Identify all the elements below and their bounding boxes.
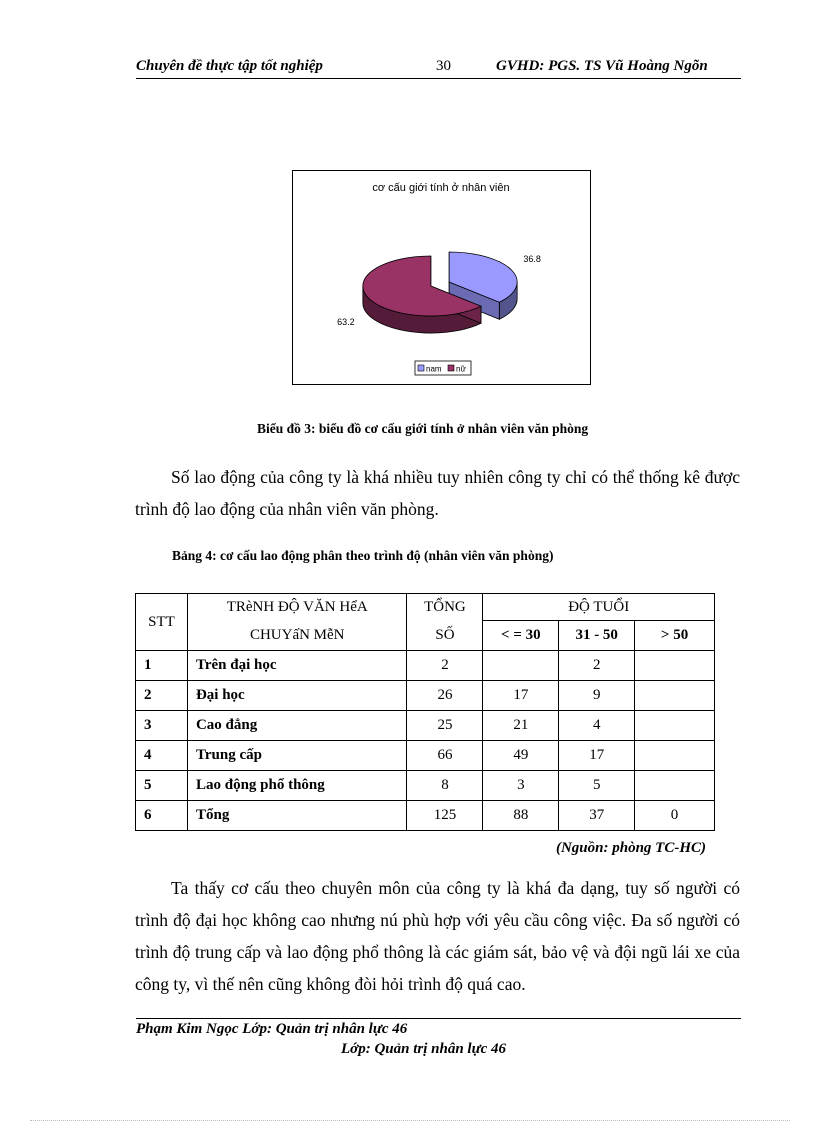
- cell-total: 125: [407, 801, 483, 831]
- gender-pie-chart: [292, 170, 591, 385]
- header-left: Chuyên đề thực tập tốt nghiệp: [136, 58, 323, 74]
- pie-data-label-nữ: 63.2: [337, 317, 355, 328]
- pie-chart-svg: [293, 171, 590, 384]
- cell-total: 2: [407, 651, 483, 681]
- header-rule: [136, 78, 741, 79]
- cell-age-1: 49: [483, 741, 559, 771]
- cell-stt: 5: [136, 771, 188, 801]
- cell-age-2: 9: [559, 681, 635, 711]
- table-row: [136, 771, 715, 801]
- legend-label-nam: nam: [426, 364, 442, 374]
- table-row: [136, 741, 715, 771]
- header-age-2: 31 - 50: [559, 621, 635, 651]
- header-total-line2: SỐ: [407, 621, 483, 651]
- cell-age-2: 37: [559, 801, 635, 831]
- footer-line-1: Phạm Kim Ngọc Lớp: Quản trị nhân lực 46: [136, 1021, 408, 1037]
- cell-age-3: [635, 681, 715, 711]
- cell-name: Trung cấp: [187, 741, 407, 771]
- cell-age-3: [635, 711, 715, 741]
- cell-age-1: [483, 651, 559, 681]
- header-right: GVHD: PGS. TS Vũ Hoàng Ngõn: [496, 58, 708, 74]
- cell-age-1: 17: [483, 681, 559, 711]
- cell-age-3: 0: [635, 801, 715, 831]
- legend-swatch-nam: [418, 365, 424, 371]
- cell-total: 25: [407, 711, 483, 741]
- header-age-3: > 50: [635, 621, 715, 651]
- cell-age-1: 3: [483, 771, 559, 801]
- cell-stt: 2: [136, 681, 188, 711]
- footer-line-2: Lớp: Quản trị nhân lực 46: [341, 1041, 506, 1057]
- table-row: [136, 711, 715, 741]
- cell-age-3: [635, 651, 715, 681]
- cell-age-1: 21: [483, 711, 559, 741]
- page-number: 30: [436, 58, 451, 74]
- table-row: [136, 681, 715, 711]
- cell-stt: 3: [136, 711, 188, 741]
- page-bottom-edge: [30, 1120, 790, 1121]
- pie-data-label-nam: 36.8: [523, 253, 541, 264]
- cell-name: Trên đại học: [187, 651, 407, 681]
- table-header-row-2: [136, 621, 715, 651]
- cell-age-1: 88: [483, 801, 559, 831]
- cell-age-2: 17: [559, 741, 635, 771]
- cell-total: 26: [407, 681, 483, 711]
- table-row: [136, 801, 715, 831]
- header-age-1: < = 30: [483, 621, 559, 651]
- cell-name: Lao động phổ thông: [187, 771, 407, 801]
- cell-stt: 1: [136, 651, 188, 681]
- cell-age-2: 4: [559, 711, 635, 741]
- cell-stt: 4: [136, 741, 188, 771]
- table-caption: Bảng 4: cơ cấu lao động phân theo trình độ (nhân viên văn phòng): [172, 548, 554, 563]
- header-level-line1: TRèNH ĐỘ VĂN HểA: [187, 594, 407, 621]
- cell-name: Đại học: [187, 681, 407, 711]
- header-stt: STT: [136, 594, 188, 651]
- table-source: (Nguồn: phòng TC-HC): [555, 840, 706, 856]
- footer-rule: [136, 1018, 741, 1019]
- header-total-line1: TỔNG: [407, 594, 483, 621]
- chart-caption: Biểu đồ 3: biểu đồ cơ cấu giới tính ở nhân viên văn phòng: [257, 421, 589, 436]
- cell-total: 66: [407, 741, 483, 771]
- cell-stt: 6: [136, 801, 188, 831]
- cell-age-2: 2: [559, 651, 635, 681]
- legend-label-nữ: nữ: [456, 364, 466, 374]
- paragraph-1: Số lao động của công ty là khá nhiều tuy nhiên công ty chỉ có thể thống kê được trình độ lao động của nhân viên văn phòng.: [135, 467, 740, 519]
- table-row: [136, 651, 715, 681]
- header-level-line2: CHUYấN MễN: [187, 621, 407, 651]
- cell-age-3: [635, 741, 715, 771]
- chart-title: cơ cấu giới tính ở nhân viên: [372, 182, 510, 194]
- cell-name: Tổng: [187, 801, 407, 831]
- paragraph-2: Ta thấy cơ cấu theo chuyên môn của công ty là khá đa dạng, tuy số người có trình độ đại học không cao nhưng nú phù hợp với yêu cầu công việc. Đa số người có trình độ trung cấp và lao động phổ thông là các giám sát, bảo vệ và đội ngũ lái xe của công ty, vì thế nên cũng không đòi hỏi trình độ quá cao.: [135, 878, 740, 994]
- cell-name: Cao đẳng: [187, 711, 407, 741]
- table-header-row-1: [136, 594, 715, 621]
- cell-age-3: [635, 771, 715, 801]
- header-age: ĐỘ TUỔI: [483, 594, 715, 621]
- legend-swatch-nữ: [448, 365, 454, 371]
- education-level-table: [135, 593, 715, 831]
- cell-age-2: 5: [559, 771, 635, 801]
- cell-total: 8: [407, 771, 483, 801]
